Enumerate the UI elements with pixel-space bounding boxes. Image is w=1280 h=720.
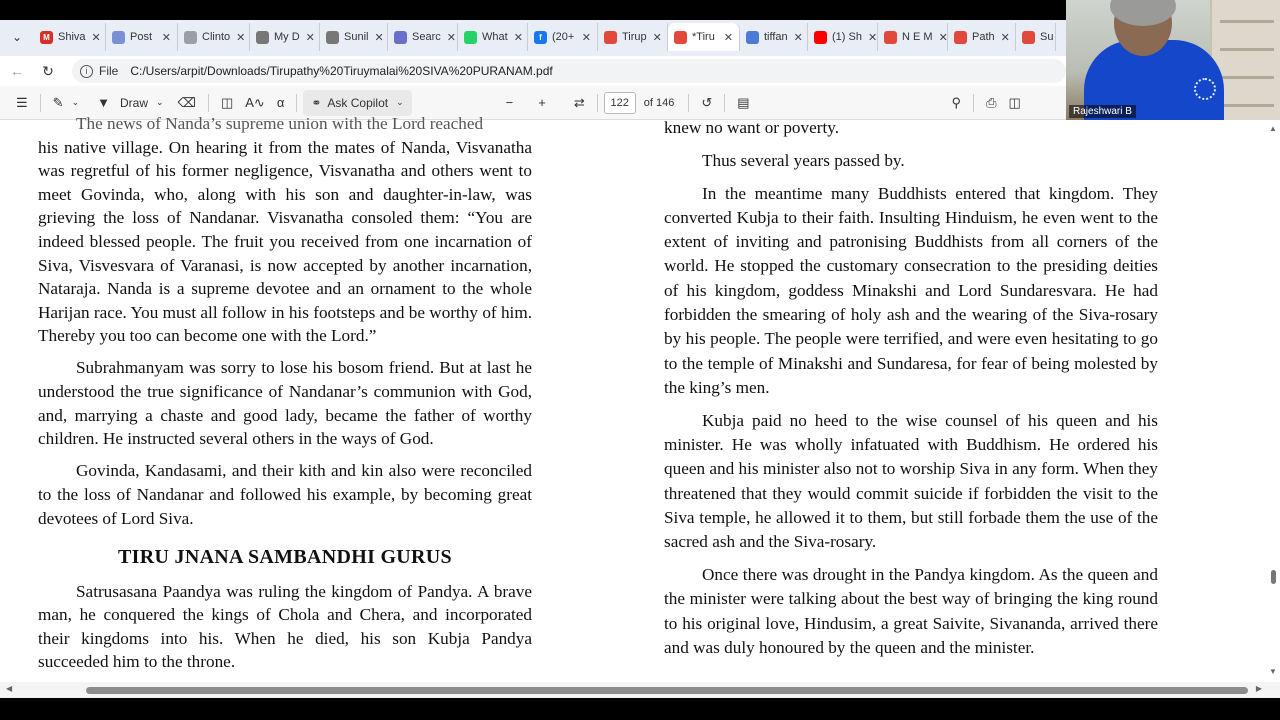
close-tab-icon[interactable]: ✕ [938, 31, 948, 44]
tab-label: N E M [902, 31, 933, 43]
draw-dropdown-chevron-icon[interactable]: ⌄ [156, 97, 164, 107]
browser-tab[interactable] [388, 23, 458, 51]
pdf-icon [1022, 31, 1035, 44]
refresh-icon[interactable]: ↻ [42, 62, 54, 79]
tab-label: (1) Sh [832, 31, 862, 43]
highlight-pen-icon[interactable]: ✎ [52, 94, 64, 110]
browser-tab[interactable] [250, 23, 320, 51]
search-icon[interactable]: ⚲ [951, 94, 962, 110]
doc-icon [256, 31, 269, 44]
toolbar-divider [688, 94, 689, 112]
browser-tab[interactable] [808, 23, 878, 51]
tab-label: What [482, 31, 508, 43]
browser-tab[interactable] [948, 23, 1016, 51]
browser-tab[interactable] [34, 23, 106, 51]
paragraph: Govinda, Kandasami, and their kith and kin also were reconciled to the loss of Nandanar and followed his example, by becoming great devotees of Lord Siva. [38, 461, 532, 528]
url-scheme: File [99, 64, 119, 78]
copilot-chevron-icon: ⌄ [396, 97, 404, 107]
tab-label: (20+ [552, 31, 575, 43]
toolbar-divider [40, 94, 41, 112]
pdf-icon [604, 31, 617, 44]
contents-list-icon[interactable]: ☰ [16, 94, 28, 110]
url-field[interactable] [72, 59, 1066, 83]
fit-page-icon[interactable]: ⇄ [573, 94, 585, 110]
globe-icon [184, 31, 197, 44]
section-heading: TIRU JNANA SAMBANDHI GURUS [118, 546, 452, 569]
browser-tab[interactable] [528, 23, 598, 51]
close-tab-icon[interactable]: ✕ [305, 31, 315, 44]
close-tab-icon[interactable]: ✕ [161, 31, 171, 44]
saree-pattern [1194, 78, 1216, 100]
pdf-icon [954, 31, 967, 44]
paragraph: Thus several years passed by. [702, 150, 905, 170]
pdf-viewport[interactable] [0, 114, 1280, 720]
toolbar-divider [296, 94, 297, 112]
toolbar-divider [724, 94, 725, 112]
translate-icon[interactable]: α [276, 95, 285, 110]
whatsapp-icon [464, 31, 477, 44]
close-tab-icon[interactable]: ✕ [723, 31, 733, 44]
paragraph: In the meantime many Buddhists entered that kingdom. They converted Kubja to their faith. Insulting Hinduism, he even went to the extent of inviting and patronising Buddhists from all corners of the world. He stopped the customary consecration to the presiding deities of his kingdom, goddess Minakshi and Lord Sundaresvara. He had forbidden the smearing of holy ash and the wearing of the Siva-rosary by his people. The people were terrified, and were even hesitating to go to the temple of Minakshi and Sundaresa, for fear of being molested by the king’s men. [664, 183, 1158, 397]
browser-tab[interactable] [178, 23, 250, 51]
copilot-icon: ⚭ [311, 95, 322, 110]
tab-label: *Tiru [692, 31, 715, 43]
scroll-down-arrow-icon[interactable]: ▼ [1269, 667, 1277, 676]
close-tab-icon[interactable]: ✕ [446, 31, 456, 44]
draw-label: Draw [119, 95, 148, 110]
browser-tab[interactable] [740, 23, 808, 51]
pdf-page-right [664, 116, 1158, 669]
paragraph: Kubja paid no heed to the wise counsel of his queen and his minister. He was wholly infatuated with Buddhism. He ordered his queen and his minister also not to worship Siva in any form. When they threatened that they would commit suicide if forbidden the visit to the Siva temple, he allowed it to them, but still forbade them the use of the sacred ash and the Siva-rosary. [664, 410, 1158, 552]
tab-label: Su [1040, 31, 1054, 43]
tab-label: Clinto [202, 31, 231, 43]
facebook-icon: f [534, 31, 547, 44]
close-tab-icon[interactable]: ✕ [513, 31, 523, 44]
toolbar-gap [558, 94, 562, 112]
paragraph: Once there was drought in the Pandya kingdom. As the queen and the minister were talking about the best way of bringing the king round to his original love, Hindusim, a great Saivite, Sivananda, arrived there and was duly honoured by the queen and the minister. [664, 565, 1158, 657]
save-icon[interactable]: ◫ [1008, 94, 1021, 110]
browser-tab[interactable] [106, 23, 178, 51]
page-number-input[interactable]: 122 [604, 92, 636, 114]
browser-tab[interactable] [458, 23, 528, 51]
browser-tab[interactable] [668, 23, 740, 51]
highlight-dropdown-chevron-icon[interactable]: ⌄ [71, 97, 80, 107]
tab-label: Tirup [622, 31, 647, 43]
close-tab-icon[interactable]: ✕ [374, 31, 384, 44]
zoom-in-icon[interactable]: + [538, 95, 546, 110]
paragraph: knew no want or poverty. [664, 118, 840, 137]
toolbar-divider [597, 94, 598, 112]
browser-tab[interactable] [878, 23, 948, 51]
close-tab-icon[interactable]: ✕ [1000, 31, 1010, 44]
tab-search-chevron-icon[interactable]: ⌄ [11, 30, 23, 44]
ask-copilot-label: Ask Copilot [327, 95, 389, 110]
tab-label: Searc [412, 31, 441, 43]
horizontal-scrollbar[interactable] [0, 682, 1280, 698]
close-tab-icon[interactable]: ✕ [867, 31, 878, 44]
doc-icon [326, 31, 339, 44]
toolbar-gap [525, 94, 526, 112]
print-icon[interactable]: ⎙ [986, 94, 997, 110]
scroll-up-arrow-icon[interactable]: ▲ [1269, 124, 1277, 133]
draw-pen-icon: ▼ [97, 95, 110, 110]
rotate-icon[interactable]: ↺ [701, 94, 713, 110]
url-text[interactable]: C:/Users/arpit/Downloads/Tirupathy%20Tiruymalai%20SIVA%20PURANAM.pdf [130, 64, 553, 78]
close-tab-icon[interactable]: ✕ [652, 31, 662, 44]
tab-label: tiffan [764, 31, 788, 43]
vertical-scrollbar[interactable] [1266, 120, 1280, 680]
scroll-left-arrow-icon[interactable]: ◀ [6, 684, 13, 693]
two-page-view-icon[interactable]: ▤ [737, 94, 750, 110]
browser-tab[interactable] [1016, 23, 1056, 51]
back-arrow-icon[interactable]: ← [10, 63, 24, 79]
tab-label: Sunil [344, 31, 369, 43]
tab-label: Path [972, 31, 995, 43]
search-tab-icon [746, 31, 759, 44]
eraser-icon[interactable]: ⌫ [177, 94, 196, 110]
close-tab-icon[interactable]: ✕ [793, 31, 803, 44]
tab-label: Post [130, 31, 153, 43]
participant-name: Rajeshwari B [1069, 105, 1136, 118]
browser-tab[interactable] [320, 23, 388, 51]
search-tab-icon [394, 31, 407, 44]
vertical-scroll-thumb[interactable] [1271, 570, 1276, 584]
toolbar-divider [973, 94, 974, 112]
close-tab-icon[interactable]: ✕ [236, 31, 246, 44]
scroll-right-arrow-icon[interactable]: ▶ [1255, 684, 1262, 693]
post-icon [112, 31, 125, 44]
page-view-icon[interactable]: ◫ [220, 94, 234, 110]
close-tab-icon[interactable]: ✕ [91, 31, 101, 44]
clipped-line: The news of Nanda’s supreme union with the Lord reached [76, 114, 484, 133]
close-tab-icon[interactable]: ✕ [581, 31, 591, 44]
address-bar [0, 56, 1066, 86]
tab-list [0, 22, 1056, 52]
youtube-icon [814, 31, 827, 44]
paragraph: his native village. On hearing it from the mates of Nanda, Visvanatha was regretful of his former negligence, Visvanatha and others went to meet Govinda, who, along with his son and daughter-in-law, was grieving the loss of Nandanar. Visvanatha consoled them: “You are indeed blessed people. The fruit you received from one incarnation of Siva, Visvesvara of Varanasi, is now accepted by another incarnation, Nataraja. Nanda is a supreme devotee and an ornament to the whole Harijan race. You must all follow in his footsteps and be worthy of him. Thereby you too can become one with the Lord.” [38, 137, 532, 346]
bottom-black-bar [0, 698, 1280, 720]
tab-label: My D [274, 31, 300, 43]
browser-tab[interactable] [598, 23, 668, 51]
site-info-icon[interactable]: i [80, 65, 93, 78]
horizontal-scroll-thumb[interactable] [86, 687, 1248, 694]
toolbar-divider [208, 94, 209, 112]
zoom-out-icon[interactable]: − [505, 95, 514, 110]
paragraph: Subrahmanyam was sorry to lose his bosom friend. But at last he understood the true significance of Nandanar’s communion with God, and, marrying a chaste and good lady, became the father of worthy children. He instructed several others in the ways of God. [38, 358, 532, 449]
read-aloud-icon[interactable]: A∿ [245, 94, 265, 110]
pdf-page-left [38, 112, 532, 683]
page-total: of 146 [643, 96, 675, 109]
paragraph: Satrusasana Paandya was ruling the kingdom of Pandya. A brave man, he conquered the kings of Chola and Chera, and incorporated their kingdoms into his. When he died, his son Kubja Pandya succeeded him to the throne. [38, 581, 532, 672]
webcam-video-overlay [1066, 0, 1280, 120]
pdf-icon [674, 31, 687, 44]
gmail-icon: M [40, 31, 53, 44]
tab-label: Shiva [58, 31, 86, 43]
pdf-icon [884, 31, 897, 44]
